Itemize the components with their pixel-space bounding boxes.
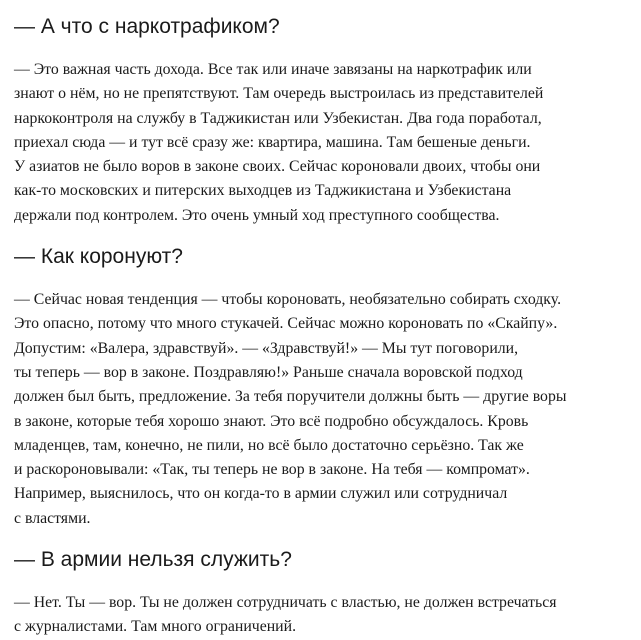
answer-line: ты теперь — вор в законе. Поздравляю!» Раньше сначала воровской подход — [14, 363, 523, 381]
answer-line: Это опасно, потому что много стукачей. Сейчас можно короновать по «Скайпу». — [14, 315, 558, 333]
answer-paragraph — [14, 591, 634, 640]
question-heading: — А что с наркотрафиком? — [14, 15, 280, 38]
answer-line: в законе, которые тебя хорошо знают. Это всё подробно обсуждалось. Кровь — [14, 412, 529, 430]
answer-line: с властями. — [14, 509, 91, 527]
question-heading: — Как коронуют? — [14, 245, 183, 269]
answer-line: наркоконтроля на службу в Таджикистан или Узбекистан. Два года поработал, — [14, 109, 542, 127]
answer-paragraph — [14, 58, 634, 228]
answer-line: младенцев, там, конечно, не пили, но всё было достаточно серьёзно. Так же — [14, 436, 524, 454]
answer-line: Например, выяснилось, что он когда-то в армии служил или сотрудничал — [14, 485, 508, 503]
answer-line: — Сейчас новая тенденция — чтобы короновать, необязательно собирать сходку. — [14, 291, 562, 309]
answer-line: как-то московских и питерских выходцев из Таджикистана и Узбекистана — [14, 182, 512, 200]
question-heading: — В армии нельзя служить? — [14, 548, 292, 572]
answer-line: — Нет. Ты — вор. Ты не должен сотрудничать с властью, не должен встречаться — [14, 594, 557, 612]
answer-line: Допустим: «Валера, здравствуй». — «Здравствуй!» — Мы тут поговорили, — [14, 339, 519, 357]
answer-line: — Это важная часть дохода. Все так или иначе завязаны на наркотрафик или — [14, 61, 532, 78]
answer-line: приехал сюда — и тут всё сразу же: квартира, машина. Там бешеные деньги. — [14, 133, 531, 151]
interview-article — [14, 0, 634, 640]
answer-line: с журналистами. Там много ограничений. — [14, 618, 297, 636]
answer-line: знают о нём, но не препятствуют. Там очередь выстроилась из представителей — [14, 85, 544, 103]
answer-line: должен был быть, предложение. За тебя поручители должны быть — другие воры — [14, 388, 567, 406]
answer-line: держали под контролем. Это очень умный ход преступного сообщества. — [14, 206, 500, 224]
answer-paragraph — [14, 288, 634, 531]
answer-line: У азиатов не было воров в законе своих. Сейчас короновали двоих, чтобы они — [14, 158, 541, 176]
answer-line: и раскороновывали: «Так, ты теперь не вор в законе. На тебя — компромат». — [14, 461, 530, 479]
